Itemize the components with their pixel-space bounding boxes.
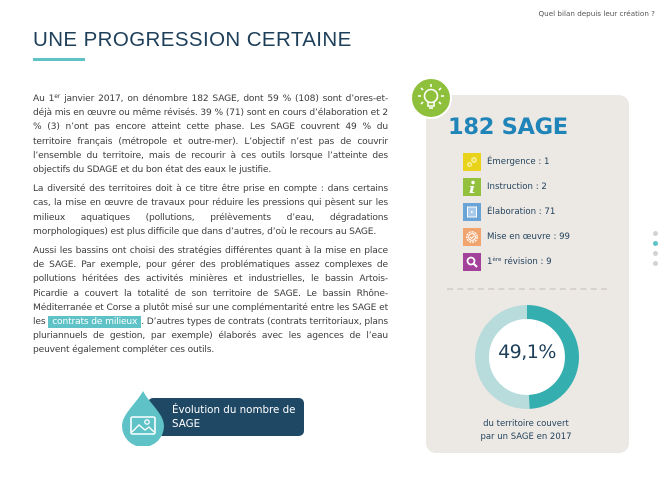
page-title: UNE PROGRESSION CERTAINE	[33, 28, 352, 51]
lightbulb-icon	[412, 79, 450, 117]
paragraph-3-start: Aussi les bassins ont choisi des stratégies différentes quant à la mise en place de SAGE. Par exemple, pour gérer des problématiques assez complexes de pollutions héritées des activités minières et industrielles, le bassin Artois-Picardie a couvert la totalité de son territoire de SAGE. Le bassin Rhône-Méditerranée et Corse a plutôt misé sur une complémentarité entre les SAGE et les	[33, 246, 388, 328]
revision-count: révision : 9	[501, 257, 552, 267]
legend-item-elaboration	[463, 203, 603, 221]
legend-label	[487, 257, 552, 267]
search-icon	[463, 253, 481, 271]
info-icon	[463, 178, 481, 196]
page-pager	[653, 231, 661, 271]
water-drop-image-icon	[120, 390, 166, 446]
legend-item-mise-en-oeuvre	[463, 228, 603, 246]
coverage-value: 49,1%	[498, 341, 556, 363]
caption-line-2: par un SAGE en 2017	[480, 431, 572, 442]
ordinal-superscript: ère	[492, 257, 502, 263]
legend-item-emergence	[463, 153, 603, 171]
dashed-divider	[447, 288, 607, 290]
title-underline	[33, 58, 85, 61]
running-head: Quel bilan depuis leur création ?	[538, 9, 655, 18]
paragraph-1-start: Au 1	[33, 94, 55, 104]
pager-dot-2-active[interactable]	[653, 241, 658, 246]
lightbulb-badge	[410, 77, 452, 119]
legend-item-premiere-revision	[463, 253, 603, 271]
document-icon	[463, 203, 481, 221]
legend-label: Mise en œuvre : 99	[487, 232, 571, 242]
pager-dot-3[interactable]	[653, 251, 658, 256]
coverage-caption	[446, 418, 606, 443]
gears-icon	[463, 153, 481, 171]
paragraph-2: La diversité des territoires doit à ce titre être prise en compte : dans certains cas, la mise en œuvre de travaux pour réduire les pressions qui pèsent sur les milieux aquatiques (pollutions, prélèvements d’eau, dégradations morphologiques) est plus difficile que dans d’autres, d’où le recours au SAGE.	[33, 184, 388, 237]
paragraph-1-rest: janvier 2017, on dénombre 182 SAGE, dont 59 % (108) sont d’ores-et-déjà mis en œuvre ou même révisés. 39 % (71) sont en cours d’élaboration et 2 % (3) n’ont pas encore atteint cette phase. Les SAGE couvrent 49 % du territoire français (métropole et outre-mer). L’objectif n’est pas de couvrir l’ensemble du territoire, mais de recourir à ces outils lorsque l’atteinte des objectifs du SDAGE et du bon état des eaux le justifie.	[33, 94, 388, 176]
legend-label: Instruction : 2	[487, 182, 547, 192]
ordinal-superscript: er	[54, 93, 61, 100]
paragraph-3	[33, 244, 388, 358]
media-button-label: Évolution du nombre de SAGE	[172, 404, 296, 430]
caption-line-1: du territoire couvert	[483, 419, 569, 429]
check-gear-icon	[463, 228, 481, 246]
legend-item-instruction	[463, 178, 603, 196]
contrats-de-milieux-link[interactable]: contrats de milieux	[48, 316, 141, 328]
stats-title: 182 SAGE	[448, 114, 568, 140]
paragraph-1	[33, 92, 388, 177]
paragraph-3-rest: . D’autres types de contrats (contrats territoriaux, plans pluriannuels de gestion, par exemple) élaborés avec les agences de l’eau peuvent également compléter ces outils.	[33, 317, 388, 356]
revision-ordinal: 1	[487, 257, 493, 267]
body-text	[33, 92, 388, 363]
evolution-sage-button[interactable]	[120, 390, 304, 438]
pager-dot-1[interactable]	[653, 231, 658, 236]
legend-label: Élaboration : 71	[487, 207, 556, 217]
pager-dot-4[interactable]	[653, 261, 658, 266]
legend-label: Émergence : 1	[487, 157, 550, 167]
